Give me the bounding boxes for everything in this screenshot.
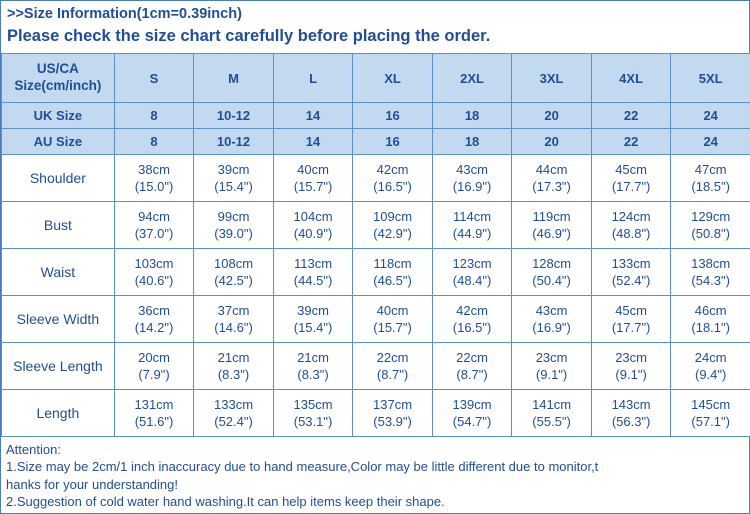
value-inch: (9.1") — [615, 367, 647, 383]
value-cm: 141cm — [532, 396, 572, 412]
row-label-sleeve-length: Sleeve Length — [2, 343, 115, 390]
attention-line-1-continued: hanks for your understanding! — [6, 476, 178, 492]
value-inch: (42.9") — [373, 226, 412, 242]
uk-size-xl: 16 — [353, 103, 433, 129]
table-cell — [273, 343, 353, 390]
table-cell — [591, 390, 671, 437]
value-inch: (51.6") — [134, 414, 174, 430]
value-cm: 128cm — [532, 255, 572, 271]
value-inch: (40.6") — [134, 273, 174, 289]
table-cell — [671, 343, 750, 390]
page-subtitle: Please check the size chart carefully before placing the order. — [7, 27, 491, 46]
table-row — [2, 343, 750, 390]
value-inch: (17.7") — [611, 179, 651, 195]
value-inch: (18.1") — [691, 320, 730, 336]
value-cm: 22cm — [376, 349, 409, 365]
value-inch: (15.0") — [134, 179, 174, 195]
value-inch: (9.4") — [695, 367, 727, 383]
value-cm: 20cm — [138, 349, 170, 365]
value-cm: 99cm — [217, 208, 250, 224]
table-row-au-size — [2, 129, 750, 155]
value-cm: 42cm — [456, 302, 488, 318]
table-cell — [512, 202, 592, 249]
value-cm: 108cm — [214, 255, 254, 271]
table-cell — [591, 249, 671, 296]
table-cell — [671, 296, 750, 343]
table-cell — [432, 202, 512, 249]
table-cell — [194, 390, 274, 437]
table-cell — [194, 296, 274, 343]
value-cm: 47cm — [694, 161, 727, 177]
value-inch: (53.1") — [293, 414, 333, 430]
value-cm: 22cm — [456, 349, 488, 365]
table-cell — [591, 155, 671, 202]
value-cm: 113cm — [294, 255, 333, 271]
size-table — [1, 53, 750, 437]
table-cell — [273, 202, 353, 249]
value-cm: 21cm — [217, 349, 250, 365]
value-cm: 129cm — [691, 208, 731, 224]
attention-note — [1, 437, 749, 510]
row-label-sleeve-width: Sleeve Width — [2, 296, 115, 343]
table-row — [2, 249, 750, 296]
uk-size-s: 8 — [114, 103, 194, 129]
table-cell — [114, 343, 194, 390]
column-header-3xl: 3XL — [512, 54, 592, 103]
table-row — [2, 202, 750, 249]
value-inch: (52.4") — [214, 414, 253, 430]
table-cell — [432, 390, 512, 437]
table-cell — [114, 155, 194, 202]
value-inch: (44.5") — [293, 273, 333, 289]
attention-line-2: 2.Suggestion of cold water hand washing.It can help items keep their shape. — [6, 493, 445, 509]
table-cell — [512, 296, 592, 343]
table-cell — [353, 249, 433, 296]
table-cell — [671, 155, 750, 202]
uk-size-m: 10-12 — [194, 103, 274, 129]
value-cm: 43cm — [535, 302, 568, 318]
value-inch: (54.3") — [691, 273, 730, 289]
value-inch: (15.4") — [214, 179, 253, 195]
uk-size-5xl: 24 — [671, 103, 750, 129]
table-cell — [591, 343, 671, 390]
value-cm: 23cm — [615, 349, 647, 365]
value-cm: 137cm — [373, 396, 413, 412]
au-size-3xl: 20 — [512, 129, 592, 155]
value-inch: (15.7") — [373, 320, 412, 336]
value-cm: 45cm — [615, 302, 647, 318]
au-size-m: 10-12 — [194, 129, 274, 155]
au-size-2xl: 18 — [432, 129, 512, 155]
table-cell — [273, 155, 353, 202]
value-inch: (56.3") — [611, 414, 651, 430]
value-inch: (46.9") — [532, 226, 571, 242]
value-inch: (14.2") — [134, 320, 174, 336]
uk-size-4xl: 22 — [591, 103, 671, 129]
value-cm: 135cm — [293, 396, 333, 412]
table-cell — [671, 202, 750, 249]
value-inch: (16.9") — [532, 320, 571, 336]
table-cell — [432, 249, 512, 296]
value-inch: (17.7") — [611, 320, 651, 336]
value-cm: 119cm — [532, 208, 571, 224]
au-size-l: 14 — [273, 129, 353, 155]
value-inch: (16.5") — [373, 179, 412, 195]
value-cm: 123cm — [452, 255, 492, 271]
column-header-l: L — [273, 54, 353, 103]
table-cell — [353, 155, 433, 202]
value-inch: (8.7") — [456, 367, 488, 383]
value-inch: (17.3") — [532, 179, 571, 195]
corner-label-line2: Size(cm/inch) — [14, 78, 102, 94]
value-cm: 43cm — [456, 161, 488, 177]
table-cell — [273, 296, 353, 343]
table-cell — [591, 296, 671, 343]
table-row — [2, 296, 750, 343]
value-cm: 131cm — [134, 396, 174, 412]
value-inch: (48.4") — [452, 273, 492, 289]
table-cell — [273, 249, 353, 296]
value-inch: (40.9") — [293, 226, 333, 242]
value-cm: 38cm — [138, 161, 170, 177]
value-cm: 40cm — [376, 302, 409, 318]
attention-title: Attention: — [6, 442, 61, 458]
column-header-m: M — [194, 54, 274, 103]
value-cm: 44cm — [535, 161, 568, 177]
value-cm: 145cm — [691, 396, 731, 412]
table-row — [2, 390, 750, 437]
uk-size-3xl: 20 — [512, 103, 592, 129]
table-cell — [194, 249, 274, 296]
table-cell — [194, 155, 274, 202]
row-label-au-size: AU Size — [2, 129, 115, 155]
value-inch: (52.4") — [611, 273, 651, 289]
value-inch: (18.5") — [691, 179, 730, 195]
value-cm: 21cm — [297, 349, 329, 365]
table-cell — [512, 390, 592, 437]
value-cm: 103cm — [134, 255, 174, 271]
value-inch: (44.9") — [452, 226, 492, 242]
table-cell — [671, 249, 750, 296]
value-cm: 45cm — [615, 161, 647, 177]
table-cell — [194, 343, 274, 390]
table-header-row — [2, 54, 750, 103]
value-inch: (16.5") — [452, 320, 492, 336]
value-inch: (15.7") — [293, 179, 333, 195]
value-inch: (57.1") — [691, 414, 730, 430]
value-inch: (14.6") — [214, 320, 253, 336]
value-inch: (50.4") — [532, 273, 571, 289]
value-cm: 143cm — [611, 396, 651, 412]
value-cm: 39cm — [217, 161, 250, 177]
table-cell — [114, 390, 194, 437]
value-cm: 36cm — [138, 302, 170, 318]
au-size-4xl: 22 — [591, 129, 671, 155]
value-inch: (15.4") — [293, 320, 333, 336]
value-inch: (54.7") — [452, 414, 492, 430]
value-inch: (39.0") — [214, 226, 253, 242]
value-cm: 104cm — [293, 208, 333, 224]
table-cell — [512, 249, 592, 296]
value-cm: 114cm — [453, 208, 492, 224]
value-inch: (9.1") — [535, 367, 568, 383]
row-label-shoulder: Shoulder — [2, 155, 115, 202]
table-row — [2, 155, 750, 202]
page-title: >>Size Information(1cm=0.39inch) — [7, 6, 242, 22]
table-cell — [512, 155, 592, 202]
table-cell — [273, 390, 353, 437]
table-cell — [114, 296, 194, 343]
table-cell — [353, 390, 433, 437]
value-cm: 46cm — [694, 302, 727, 318]
corner-label — [2, 54, 115, 103]
value-inch: (16.9") — [452, 179, 492, 195]
value-cm: 23cm — [535, 349, 568, 365]
value-cm: 133cm — [611, 255, 651, 271]
column-header-xl: XL — [353, 54, 433, 103]
table-cell — [591, 202, 671, 249]
table-cell — [353, 202, 433, 249]
table-cell — [432, 296, 512, 343]
table-cell — [194, 202, 274, 249]
column-header-5xl: 5XL — [671, 54, 750, 103]
attention-line-1: 1.Size may be 2cm/1 inch inaccuracy due to hand measure,Color may be little different due to monitor,t — [6, 459, 599, 475]
uk-size-2xl: 18 — [432, 103, 512, 129]
value-cm: 124cm — [611, 208, 651, 224]
value-inch: (53.9") — [373, 414, 412, 430]
value-inch: (48.8") — [611, 226, 651, 242]
row-label-waist: Waist — [2, 249, 115, 296]
value-cm: 109cm — [373, 208, 413, 224]
value-cm: 24cm — [694, 349, 727, 365]
row-label-uk-size: UK Size — [2, 103, 115, 129]
value-inch: (55.5") — [532, 414, 571, 430]
value-cm: 138cm — [691, 255, 731, 271]
column-header-s: S — [114, 54, 194, 103]
table-cell — [432, 155, 512, 202]
value-cm: 37cm — [217, 302, 250, 318]
table-cell — [353, 343, 433, 390]
value-inch: (8.3") — [217, 367, 250, 383]
table-cell — [114, 202, 194, 249]
value-cm: 118cm — [373, 255, 412, 271]
table-cell — [353, 296, 433, 343]
value-cm: 133cm — [214, 396, 254, 412]
corner-label-line1: US/CA — [36, 61, 79, 77]
value-inch: (50.8") — [691, 226, 730, 242]
value-inch: (8.3") — [297, 367, 329, 383]
value-inch: (8.7") — [376, 367, 409, 383]
table-cell — [114, 249, 194, 296]
au-size-5xl: 24 — [671, 129, 750, 155]
row-label-length: Length — [2, 390, 115, 437]
au-size-s: 8 — [114, 129, 194, 155]
table-cell — [432, 343, 512, 390]
value-inch: (46.5") — [373, 273, 412, 289]
au-size-xl: 16 — [353, 129, 433, 155]
value-inch: (7.9") — [138, 367, 170, 383]
table-cell — [512, 343, 592, 390]
value-cm: 39cm — [297, 302, 329, 318]
column-header-4xl: 4XL — [591, 54, 671, 103]
value-inch: (42.5") — [214, 273, 253, 289]
value-cm: 139cm — [452, 396, 492, 412]
column-header-2xl: 2XL — [432, 54, 512, 103]
table-row-uk-size — [2, 103, 750, 129]
table-cell — [671, 390, 750, 437]
row-label-bust: Bust — [2, 202, 115, 249]
value-cm: 94cm — [138, 208, 170, 224]
value-cm: 42cm — [376, 161, 409, 177]
value-inch: (37.0") — [134, 226, 174, 242]
uk-size-l: 14 — [273, 103, 353, 129]
value-cm: 40cm — [297, 161, 329, 177]
